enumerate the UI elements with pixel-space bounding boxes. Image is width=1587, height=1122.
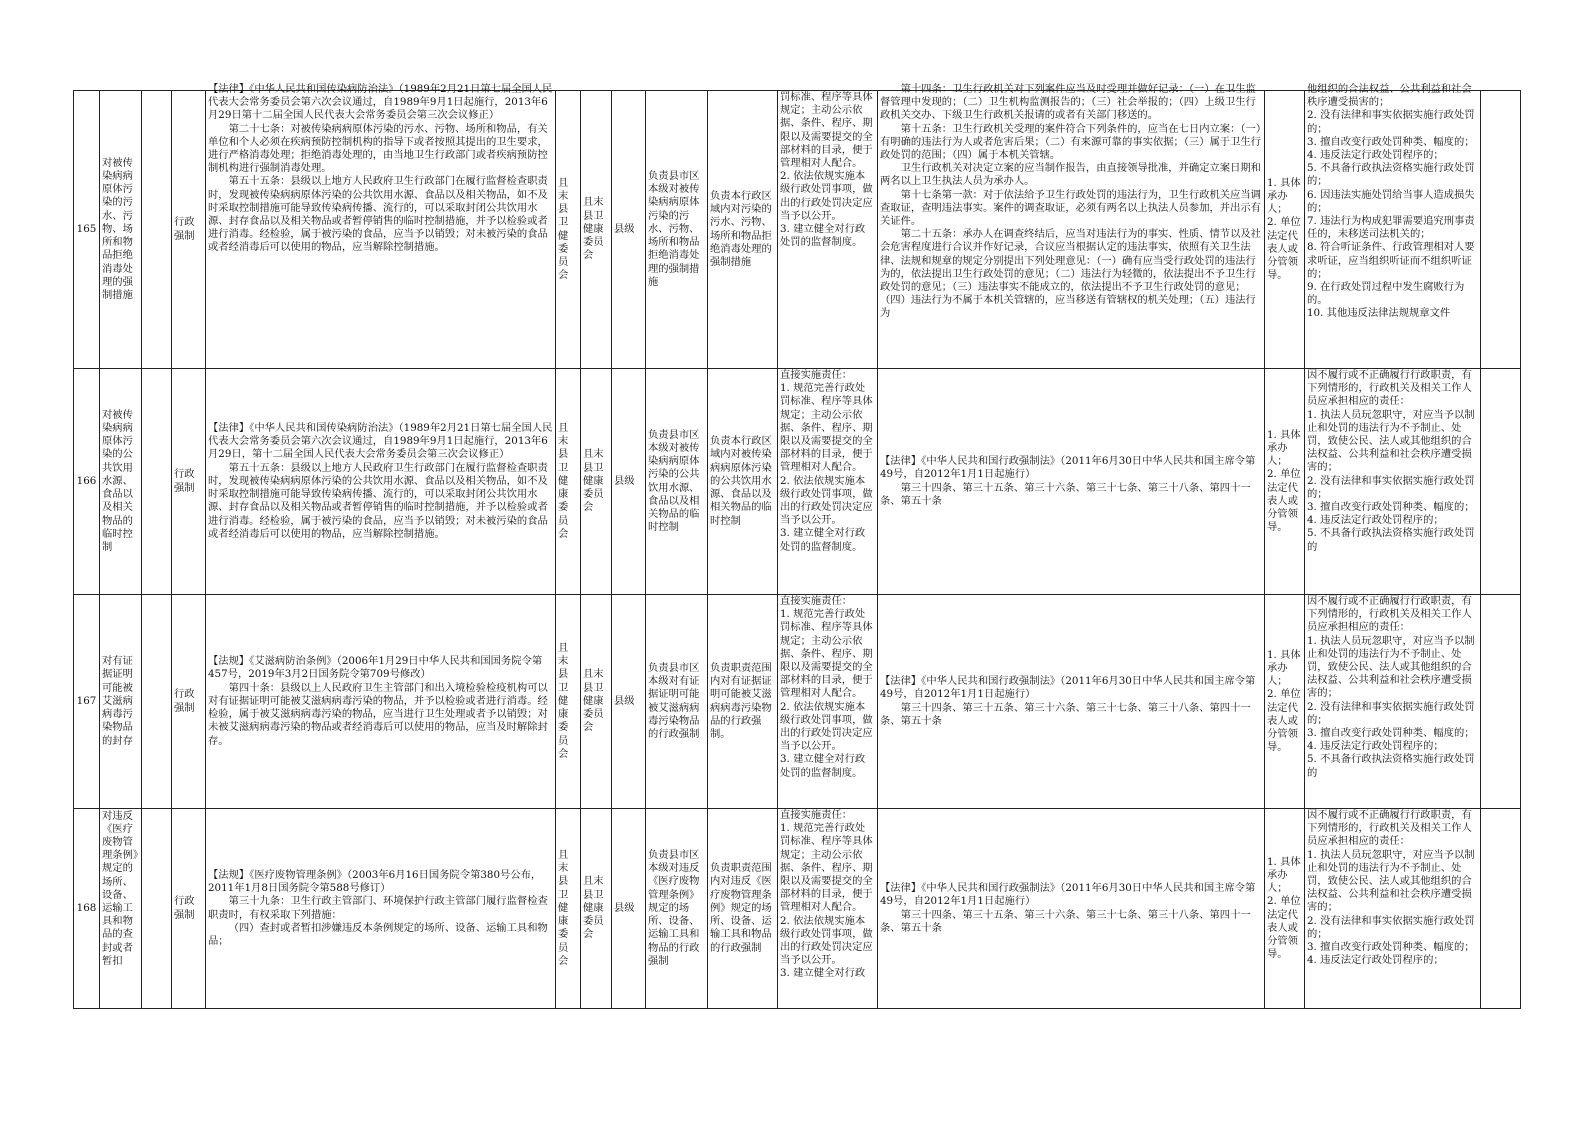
empty-cell	[142, 595, 172, 809]
item-name-cell: 对被传染病病原体污染的污水、污物、场所和物品拒绝消毒处理的强制措施	[100, 91, 142, 369]
item-name-cell: 对被传染病病原体污染的公共饮用水源、食品以及相关物品的临时控制	[100, 369, 142, 595]
basis-paragraph: （四）查封或者暂扣涉嫌违反本条例规定的场所、设备、运输工具和物品；	[208, 921, 548, 947]
scope-cell: 负责县市区本级对有证据证明可能被艾滋病病毒污染物品的行政强制	[646, 595, 708, 809]
table-row	[74, 595, 1521, 809]
dept-cell: 且末县卫健康委员会	[581, 595, 612, 809]
procedure-paragraph: 第三十四条、第三十五条、第三十六条、第三十七条、第三十八条、第四十一条、第五十条	[880, 908, 1251, 934]
procedure-paragraph: 【法律】《中华人民共和国行政强制法》（2011年6月30日中华人民共和国主席令第49号，自2012年1月1日起施行）	[880, 882, 1256, 908]
dept-cell: 且末县卫健委员会	[556, 91, 581, 369]
legal-basis-cell	[206, 595, 556, 809]
procedure-paragraph: 【法律】《中华人民共和国行政强制法》（2011年6月30日中华人民共和国主席令第49号，自2012年1月1日起施行）	[880, 675, 1256, 701]
subject-cell: 1. 具体承办人； 2. 单位法定代表人或分管领导。	[1265, 809, 1305, 1009]
basis-paragraph: 【法律】《中华人民共和国传染病防治法》（1989年2月21日第七届全国人民代表大会常务委员会第六次会议通过，自1989年9月1日起施行，2013年6月29日，第十二届全国人民代表大会常务委员会第三次会议修正）	[208, 422, 553, 461]
procedure-cell	[878, 595, 1265, 809]
item-type-cell: 行政强制	[172, 809, 206, 1009]
basis-paragraph: 第五十五条：县级以上地方人民政府卫生行政部门在履行监督检查职责时，发现被传染病病原体污染的公共饮用水源、食品以及相关物品，如不及时采取控制措施可能导致传染病传播、流行的，可以采取封闭公共饮用水源、封存食品以及相关物品或者暂停销售的临时控制措施，并予以检验或者进行消毒。经检验，属于被污染的食品，应当予以销毁；对未被污染的食品或者经消毒后可以使用的物品，应当解除控制措施。	[208, 175, 548, 254]
procedure-cell	[878, 809, 1265, 1009]
subject-cell: 1. 具体承办人； 2. 单位法定代表人或分管领导。	[1265, 595, 1305, 809]
basis-paragraph: 第二十七条：对被传染病病原体污染的污水、污物、场所和物品，有关单位和个人必须在疾病预防控制机构的指导下或者按照其提出的卫生要求，进行严格消毒处理；拒绝消毒处理的，由当地卫生行政部门或者疾病预防控制机构进行强制消毒处理。	[208, 122, 548, 175]
basis-paragraph: 【法规】《医疗废物管理条例》（2003年6月16日国务院令第380号公布，2011年1月8日国务院令第588号修订）	[208, 868, 542, 895]
table-row	[74, 91, 1521, 369]
empty-cell	[1481, 91, 1521, 369]
measures-cell: 直接实施责任： 1. 规范完善行政处罚标准、程序等具体规定；主动公示依据、条件、程序、期限以及需要提交的全部材料的目录，便于管理相对人配合。 2. 依法依规实施本级行政处罚事项，做出的行政处罚决定应当予以公开。 3. 建立健全对行政处罚的监督制度。	[778, 369, 878, 595]
level-cell: 县级	[612, 595, 646, 809]
item-type-cell: 行政强制	[172, 369, 206, 595]
procedure-cell	[878, 369, 1265, 595]
legal-basis-cell	[206, 809, 556, 1009]
empty-cell	[1481, 595, 1521, 809]
level-cell: 县级	[612, 369, 646, 595]
level-cell: 县级	[612, 809, 646, 1009]
empty-cell	[142, 91, 172, 369]
basis-paragraph: 【法律】《中华人民共和国传染病防治法》（1989年2月21日第七届全国人民代表大会常务委员会第六次会议通过，自1989年9月1日起施行，2013年6月29日第十二届全国人民代表大会常务委员会第三次会议修正）	[208, 83, 553, 122]
legal-basis-cell	[206, 369, 556, 595]
item-type-cell: 行政强制	[172, 91, 206, 369]
subject-cell: 1. 具体承办人； 2. 单位法定代表人或分管领导。	[1265, 91, 1305, 369]
liability-cell: 他组织的合法权益、公共利益和社会秩序遭受损害的； 2. 没有法律和事实依据实施行政处罚的； 3. 擅自改变行政处罚种类、幅度的； 4. 违反法定行政处罚程序的； 5. 不具备行政执法资格实施行政处罚的； 6. 因违法实施处罚给当事人造成损失的； 7. 违法行为构成犯罪需要追究刑事责任的，未移送司法机关的； 8. 符合听证条件、行政管理相对人要求听证，应当组织听证而不组织听证的； 9. 在行政处罚过程中发生腐败行为的。 10. 其他违反法律法规规章文件	[1305, 91, 1481, 369]
empty-cell	[1481, 809, 1521, 1009]
empty-cell	[142, 809, 172, 1009]
dept-cell: 且末县卫健康委员会	[556, 369, 581, 595]
item-name-cell: 对有证据证明可能被艾滋病病毒污染物品的封存	[100, 595, 142, 809]
procedure-paragraph: 第三十四条、第三十五条、第三十六条、第三十七条、第三十八条、第四十一条、第五十条	[880, 481, 1251, 507]
row-number: 165	[74, 91, 100, 369]
dept-cell: 且末县卫健康委员会	[581, 91, 612, 369]
liability-cell: 因不履行或不正确履行行政职责，有下列情形的，行政机关及相关工作人员应承担相应的责任： 1. 执法人员玩忽职守，对应当予以制止和处罚的违法行为不予制止、处罚，致使公民、法人或其他组织的合法权益、公共利益和社会秩序遭受损害的； 2. 没有法律和事实依据实施行政处罚的； 3. 擅自改变行政处罚种类、幅度的； 4. 违反法定行政处罚程序的； 5. 不具备行政执法资格实施行政处罚的	[1305, 595, 1481, 809]
item-name-cell: 对违反《医疗废物管理条例》规定的场所、设备、运输工具和物品的查封或者暂扣	[100, 809, 142, 1009]
empty-cell	[1481, 369, 1521, 595]
procedure-paragraph: 第十四条：卫生行政机关对下列案件应当及时受理并做好记录：（一）在卫生监督管理中发现的；（二）卫生机构监测报告的；（三）社会举报的；（四）上级卫生行政机关交办、下级卫生行政机关报请的或者有关部门移送的。	[880, 83, 1256, 122]
dept-cell: 且末县卫健康委员会	[581, 809, 612, 1009]
procedure-paragraph: 第十五条：卫生行政机关受理的案件符合下列条件的，应当在七日内立案：（一）有明确的违法行为人或者危害后果；（二）有来源可靠的事实依据；（三）属于卫生行政处罚的范围；（四）属于本机关管辖。	[880, 122, 1261, 162]
table-row	[74, 809, 1521, 1009]
scope-cell: 负责县市区本级对违反《医疗废物管理条例》规定的场所、设备、运输工具和物品的行政强制	[646, 809, 708, 1009]
liability-cell: 因不履行或不正确履行行政职责，有下列情形的，行政机关及相关工作人员应承担相应的责任： 1. 执法人员玩忽职守，对应当予以制止和处罚的违法行为不予制止、处罚，致使公民、法人或其他组织的合法权益、公共利益和社会秩序遭受损害的； 2. 没有法律和事实依据实施行政处罚的； 3. 擅自改变行政处罚种类、幅度的； 4. 违反法定行政处罚程序的； 5. 不具备行政执法资格实施行政处罚的	[1305, 369, 1481, 595]
measures-cell: 直接实施责任： 1. 规范完善行政处罚标准、程序等具体规定；主动公示依据、条件、程序、期限以及需要提交的全部材料的目录，便于管理相对人配合。 2. 依法依规实施本级行政处罚事项，做出的行政处罚决定应当予以公开。 3. 建立健全对行政	[778, 809, 878, 1009]
procedure-paragraph: 【法律】《中华人民共和国行政强制法》（2011年6月30日中华人民共和国主席令第49号，自2012年1月1日起施行）	[880, 455, 1256, 481]
row-number: 166	[74, 369, 100, 595]
procedure-paragraph: 第二十五条：承办人在调查终结后，应当对违法行为的事实、性质、情节以及社会危害程度进行合议并作好记录，合议应当根据认定的违法事实，依照有关卫生法律、法规和规章的规定分别提出下列处理意见：（一）确有应当受行政处罚的违法行为的，依法提出卫生行政处罚的意见；（二）违法行为轻微的，依法提出不予卫生行政处罚的意见；（三）违法事实不能成立的，依法提出不予卫生行政处罚的意见；（四）违法行为不属于本机关管辖的，应当移送有管辖权的机关处理；（五）违法行为	[880, 228, 1261, 320]
procedure-cell	[878, 83, 1265, 369]
measures-cell: 直接实施责任： 1. 规范完善行政处罚标准、程序等具体规定；主动公示依据、条件、程序、期限以及需要提交的全部材料的目录，便于管理相对人配合。 2. 依法依规实施本级行政处罚事项，做出的行政处罚决定应当予以公开。 3. 建立健全对行政处罚的监督制度。	[778, 595, 878, 809]
empty-cell	[142, 369, 172, 595]
scope-cell: 负责县市区本级对被传染病病原体污染的污水、污物、场所和物品拒绝消毒处理的强制措施	[646, 91, 708, 369]
scope-cell: 负责县市区本级对被传染病病原体污染的公共饮用水源、食品以及相关物品的临时控制	[646, 369, 708, 595]
duty-cell: 负责职责范围内对有证据证明可能被艾滋病病毒污染物品的行政强制。	[708, 595, 778, 809]
basis-paragraph: 第三十九条：卫生行政主管部门、环境保护行政主管部门履行监督检查职责时，有权采取下列措施：	[208, 895, 548, 921]
procedure-paragraph: 第十七条第一款：对于依法给予卫生行政处罚的违法行为，卫生行政机关应当调查取证，查明违法事实。案件的调查取证，必须有两名以上执法人员参加，并出示有关证件。	[880, 188, 1261, 228]
table-row	[74, 369, 1521, 595]
dept-cell: 且末县卫健康委员会	[556, 595, 581, 809]
dept-cell: 且末县卫健康委员会	[556, 809, 581, 1009]
legal-basis-cell	[206, 83, 556, 369]
basis-paragraph: 【法规】《艾滋病防治条例》（2006年1月29日中华人民共和国国务院令第457号，2019年3月2日国务院令第709号修改）	[208, 655, 543, 681]
item-type-cell: 行政强制	[172, 595, 206, 809]
duty-cell: 负责本行政区域内对污染的污水、污物、场所和物品拒绝消毒处理的强制措施	[708, 91, 778, 369]
row-number: 168	[74, 809, 100, 1009]
procedure-paragraph: 第三十四条、第三十五条、第三十六条、第三十七条、第三十八条、第四十一条、第五十条	[880, 701, 1251, 727]
subject-cell: 1. 具体承办人； 2. 单位法定代表人或分管领导。	[1265, 369, 1305, 595]
basis-paragraph: 第五十五条：县级以上地方人民政府卫生行政部门在履行监督检查职责时，发现被传染病病原体污染的公共饮用水源、食品以及相关物品，如不及时采取控制措施可能导致传染病传播、流行的，可以采取封闭公共饮用水源、封存食品以及相关物品或者暂停销售的临时控制措施，并予以检验或者进行消毒。经检验，属于被污染的食品，应当予以销毁；对未被污染的食品或者经消毒后可以使用的物品，应当解除控制措施。	[208, 461, 548, 540]
level-cell: 县级	[612, 91, 646, 369]
measures-cell: 罚标准、程序等具体规定；主动公示依据、条件、程序、期限以及需要提交的全部材料的目录，便于管理相对人配合。 2. 依法依规实施本级行政处罚事项，做出的行政处罚决定应当予以公开。 3. 建立健全对行政处罚的监督制度。	[778, 91, 878, 369]
responsibility-table	[73, 83, 1521, 1009]
basis-paragraph: 第四十条：县级以上人民政府卫生主管部门和出入境检验检疫机构可以对有证据证明可能被艾滋病病毒污染的物品，并予以检验或者进行消毒。经检验，属于被艾滋病病毒污染的物品，应当进行卫生处理或者予以销毁；对未被艾滋病病毒污染的物品或者经消毒后可以使用的物品，应当及时解除封存。	[208, 681, 548, 747]
row-number: 167	[74, 595, 100, 809]
procedure-paragraph: 卫生行政机关对决定立案的应当制作报告，由直接领导批准，并确定立案日期和两名以上卫生执法人员为承办人。	[880, 162, 1261, 188]
duty-cell: 负责职责范围内对违反《医疗废物管理条例》规定的场所、设备、运输工具和物品的行政强制	[708, 809, 778, 1009]
liability-cell: 因不履行或不正确履行行政职责，有下列情形的，行政机关及相关工作人员应承担相应的责任： 1. 执法人员玩忽职守，对应当予以制止和处罚的违法行为不予制止、处罚，致使公民、法人或其他组织的合法权益、公共利益和社会秩序遭受损害的； 2. 没有法律和事实依据实施行政处罚的； 3. 擅自改变行政处罚种类、幅度的； 4. 违反法定行政处罚程序的；	[1305, 809, 1481, 1009]
dept-cell: 且末县卫健康委员会	[581, 369, 612, 595]
duty-cell: 负责本行政区域内对被传染病病原体污染的公共饮用水源、食品以及相关物品的临时控制	[708, 369, 778, 595]
